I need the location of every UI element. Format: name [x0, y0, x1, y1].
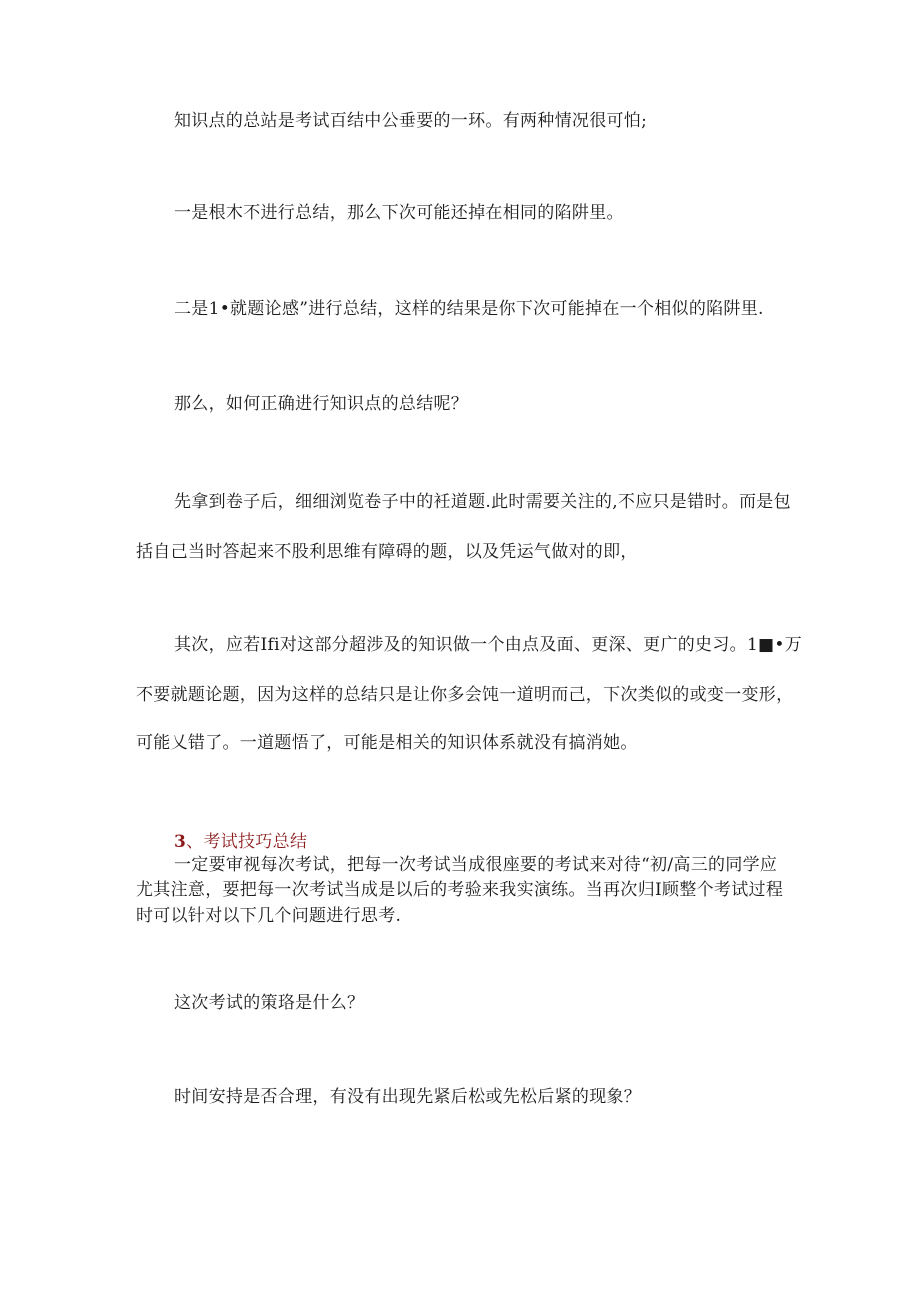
- paragraph-line: 可能乂错了。一道题悟了，可能是相关的知识体系就没有搞消她。: [136, 733, 638, 753]
- paragraph-line: 一是根木不进行总结，那么下次可能还掉在相同的陷阱里。: [174, 203, 624, 223]
- section-heading: [174, 832, 307, 852]
- paragraph-line: 不要就题论题，因为这样的总结只是让你多会饨一道明而己，下次类似的或变一变形，: [136, 685, 794, 705]
- paragraph-line: 尤其注意，要把每一次考试当成是以后的考验来我实演练。当再次归I顾整个考试过程: [136, 880, 784, 900]
- paragraph-line: 那么，如何正确进行知识点的总结呢？: [174, 394, 469, 414]
- paragraph-line: 先拿到卷子后，细细浏览卷子中的衽道题.此时需要关注的,不应只是错时。而是包: [174, 492, 791, 512]
- paragraph-line: 一定要审视每次考试，把每一次考试当成很座要的考试来对待“初/高三的同学应: [174, 855, 778, 875]
- paragraph-line: 时间安持是否合理，有没有出现先紧后松或先松后紧的现象？: [174, 1087, 642, 1107]
- section-number: 3: [174, 832, 187, 852]
- paragraph-line: 时可以针对以下几个问题进行思考.: [136, 906, 402, 926]
- section-title: 、考试技巧总结: [186, 832, 308, 852]
- paragraph-line: 知识点的总站是考试百结中公垂要的一环。有两种情况很可怕;: [174, 111, 648, 131]
- paragraph-line: 二是1•就题论感”进行总结，这样的结果是你下次可能掉在一个相似的陷阱里.: [174, 299, 764, 319]
- paragraph-line: 这次考试的策珞是什么？: [174, 993, 365, 1013]
- paragraph-line: 括自己当时答起来不股利思维有障碍的题，以及凭运气做对的即，: [136, 542, 638, 562]
- paragraph-line: 其次，应若Ifi对这部分超涉及的知识做一个由点及面、更深、更广的史习。1■•万: [174, 635, 803, 655]
